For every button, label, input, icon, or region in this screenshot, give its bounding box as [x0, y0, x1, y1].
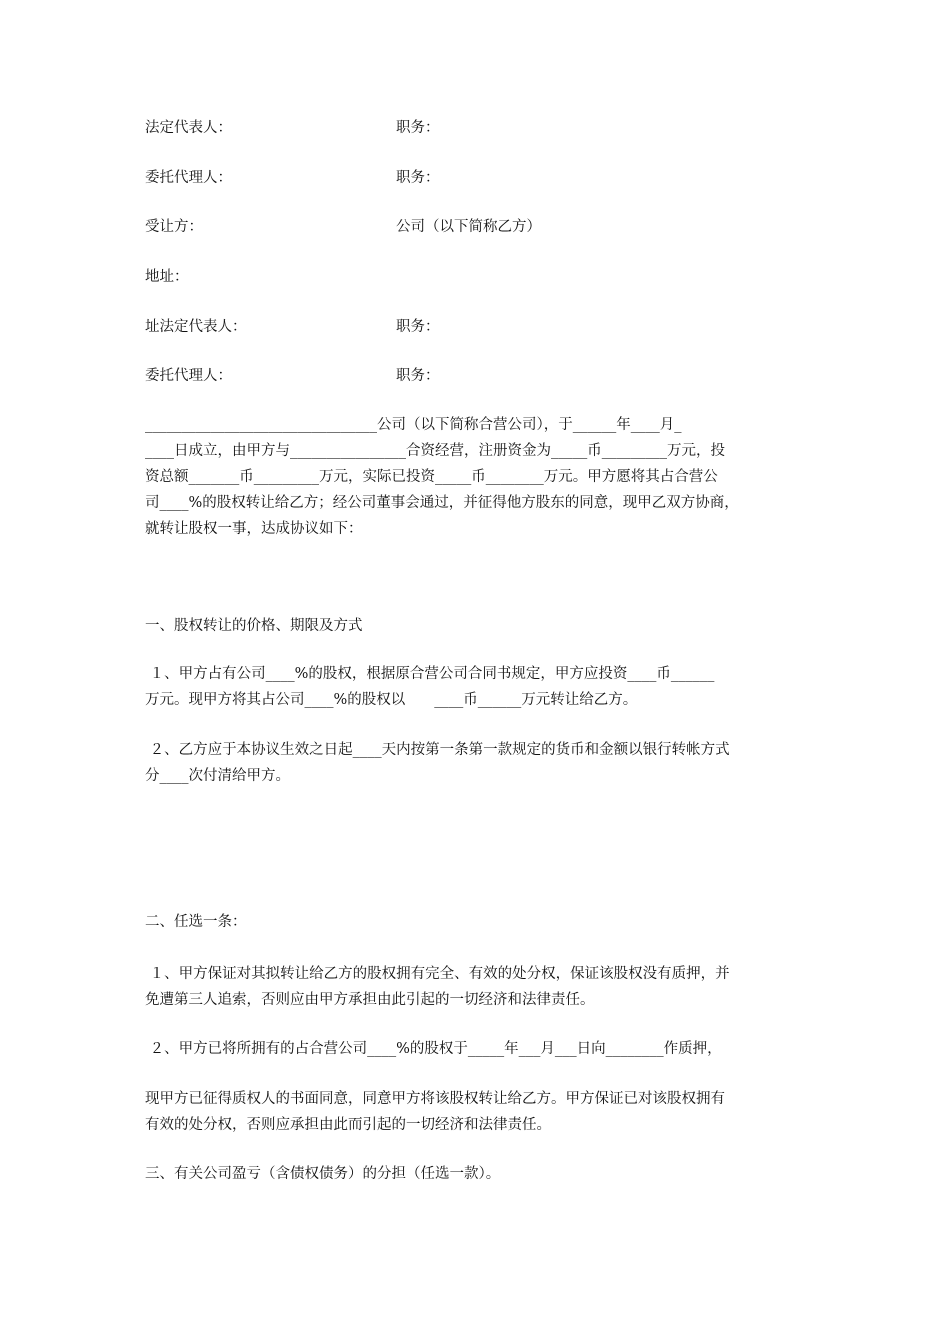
agent-1-label: 委托代理人：: [145, 170, 232, 186]
legal-rep-2-label: 址法定代表人：: [145, 319, 247, 335]
section-2-clause-1-line: １、甲方保证对其拟转让给乙方的股权拥有完全、有效的处分权，保证该股权没有质押，并: [145, 966, 730, 982]
section-2-clause-2-line: ２、甲方已将所拥有的占合营公司____%的股权于_____年___月___日向________作质押，: [145, 1041, 722, 1057]
legal-rep-1-title-label: 职务：: [396, 120, 440, 136]
intro-line: ____日成立，由甲方与________________合资经营，注册资金为_____币_________万元，投: [145, 443, 725, 459]
section-2-clause-2-cont-line: 有效的处分权，否则应承担由此而引起的一切经济和法律责任。: [145, 1117, 551, 1133]
transferee-label: 受让方：: [145, 219, 203, 235]
transferee-company: 公司（以下简称乙方）: [396, 219, 541, 235]
section-2-clause-1-line: 免遭第三人追索，否则应由甲方承担由此引起的一切经济和法律责任。: [145, 992, 595, 1008]
section-1-heading: 一、股权转让的价格、期限及方式: [145, 618, 363, 634]
intro-line: 资总额_______币_________万元，实际已投资_____币________万元。甲方愿将其占合营公: [145, 469, 718, 485]
agent-2-label: 委托代理人：: [145, 368, 232, 384]
agent-1-title-label: 职务：: [396, 170, 440, 186]
section-3-heading: 三、有关公司盈亏（含债权债务）的分担（任选一款）。: [145, 1166, 501, 1182]
intro-line: ________________________________公司（以下简称合营公司），于______年____月_: [145, 417, 682, 433]
section-2-heading: 二、任选一条：: [145, 914, 247, 930]
legal-rep-1-label: 法定代表人：: [145, 120, 232, 136]
section-2-clause-2-cont-line: 现甲方已征得质权人的书面同意，同意甲方将该股权转让给乙方。甲方保证已对该股权拥有: [145, 1091, 725, 1107]
intro-line: 就转让股权一事，达成协议如下：: [145, 521, 363, 537]
intro-line: 司____%的股权转让给乙方；经公司董事会通过，并征得他方股东的同意，现甲乙双方协商，: [145, 495, 739, 511]
agent-2-title-label: 职务：: [396, 368, 440, 384]
section-1-clause-1-line: 万元。现甲方将其占公司____%的股权以 ____币______万元转让给乙方。: [145, 692, 638, 708]
section-1-clause-2-line: ２、乙方应于本协议生效之日起____天内按第一条第一款规定的货币和金额以银行转帐方式: [145, 742, 730, 758]
legal-rep-2-title-label: 职务：: [396, 319, 440, 335]
section-1-clause-2-line: 分____次付清给甲方。: [145, 768, 290, 784]
section-1-clause-1-line: １、甲方占有公司____%的股权，根据原合营公司合同书规定，甲方应投资____币______: [145, 666, 715, 682]
address-label: 地址：: [145, 269, 189, 285]
